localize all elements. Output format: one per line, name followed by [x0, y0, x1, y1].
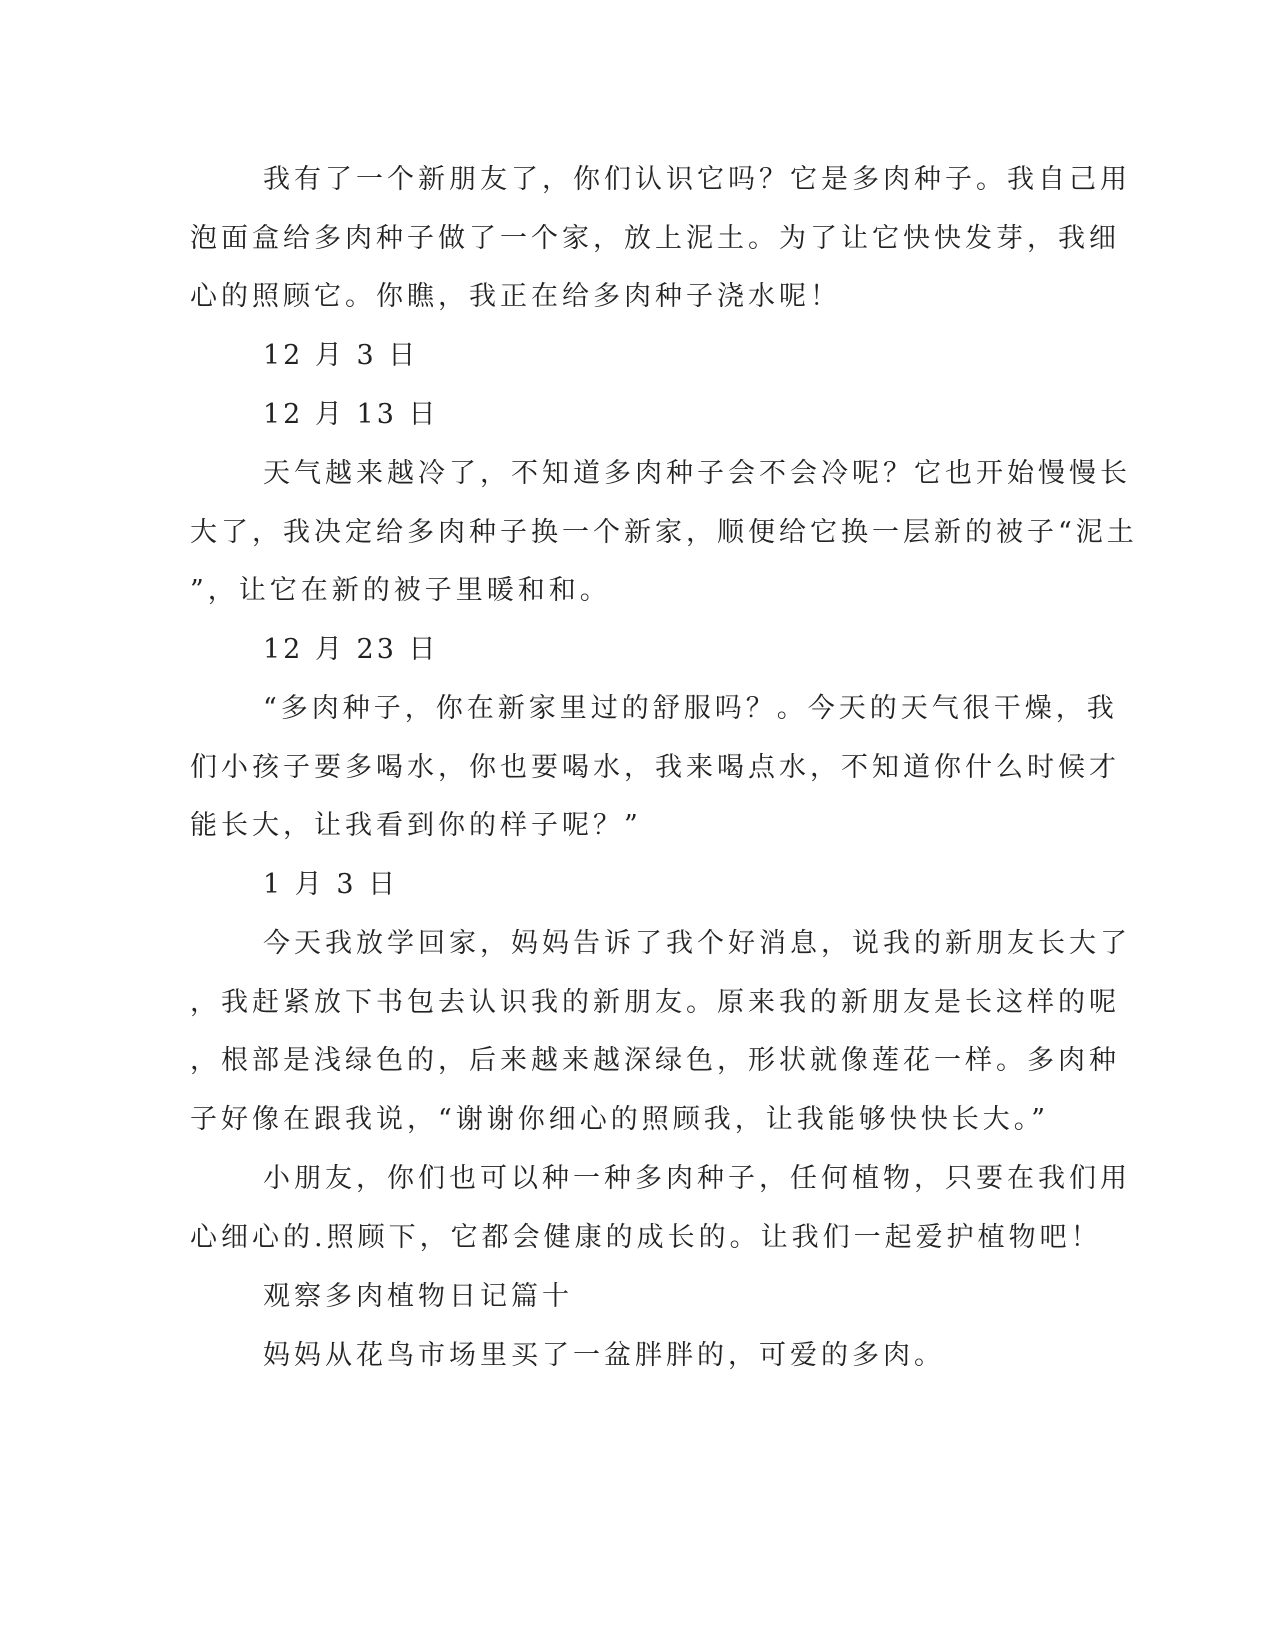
paragraph-4-line-4: 子好像在跟我说，“谢谢你细心的照顾我，让我能够快快长大。”: [190, 1104, 1050, 1135]
paragraph-1-line-3: 心的照顾它。你瞧，我正在给多肉种子浇水呢！: [190, 281, 841, 312]
date-heading: 12 月 23 日: [263, 634, 439, 665]
paragraph-5-line-1: 小朋友，你们也可以种一种多肉种子，任何植物，只要在我们用: [263, 1163, 1131, 1194]
paragraph-2-line-1: 天气越来越冷了，不知道多肉种子会不会冷呢？它也开始慢慢长: [263, 458, 1131, 489]
paragraph-4-line-3: ，根部是浅绿色的，后来越来越深绿色，形状就像莲花一样。多肉种: [190, 1045, 1120, 1076]
paragraph-6-line-1: 妈妈从花鸟市场里买了一盆胖胖的，可爱的多肉。: [263, 1340, 945, 1371]
paragraph-4-line-1: 今天我放学回家，妈妈告诉了我个好消息，说我的新朋友长大了: [263, 928, 1131, 959]
date-heading: 12 月 3 日: [263, 340, 419, 371]
paragraph-3-line-1: “多肉种子，你在新家里过的舒服吗？。今天的天气很干燥，我: [263, 693, 1118, 724]
date-heading: 1 月 3 日: [263, 869, 399, 900]
paragraph-2-line-3: ”，让它在新的被子里暖和和。: [190, 575, 611, 606]
paragraph-5-line-2: 心细心的.照顾下，它都会健康的成长的。让我们一起爱护植物吧！: [190, 1222, 1102, 1253]
paragraph-3-line-2: 们小孩子要多喝水，你也要喝水，我来喝点水，不知道你什么时候才: [190, 752, 1120, 783]
date-heading: 12 月 13 日: [263, 399, 439, 430]
paragraph-2-line-2: 大了，我决定给多肉种子换一个新家，顺便给它换一层新的被子“泥土: [190, 517, 1138, 548]
paragraph-1-line-1: 我有了一个新朋友了，你们认识它吗？它是多肉种子。我自己用: [263, 164, 1131, 195]
section-heading: 观察多肉植物日记篇十: [263, 1281, 573, 1312]
paragraph-1-line-2: 泡面盒给多肉种子做了一个家，放上泥土。为了让它快快发芽，我细: [190, 223, 1120, 254]
paragraph-4-line-2: ，我赶紧放下书包去认识我的新朋友。原来我的新朋友是长这样的呢: [190, 987, 1120, 1018]
paragraph-3-line-3: 能长大，让我看到你的样子呢？”: [190, 810, 642, 841]
